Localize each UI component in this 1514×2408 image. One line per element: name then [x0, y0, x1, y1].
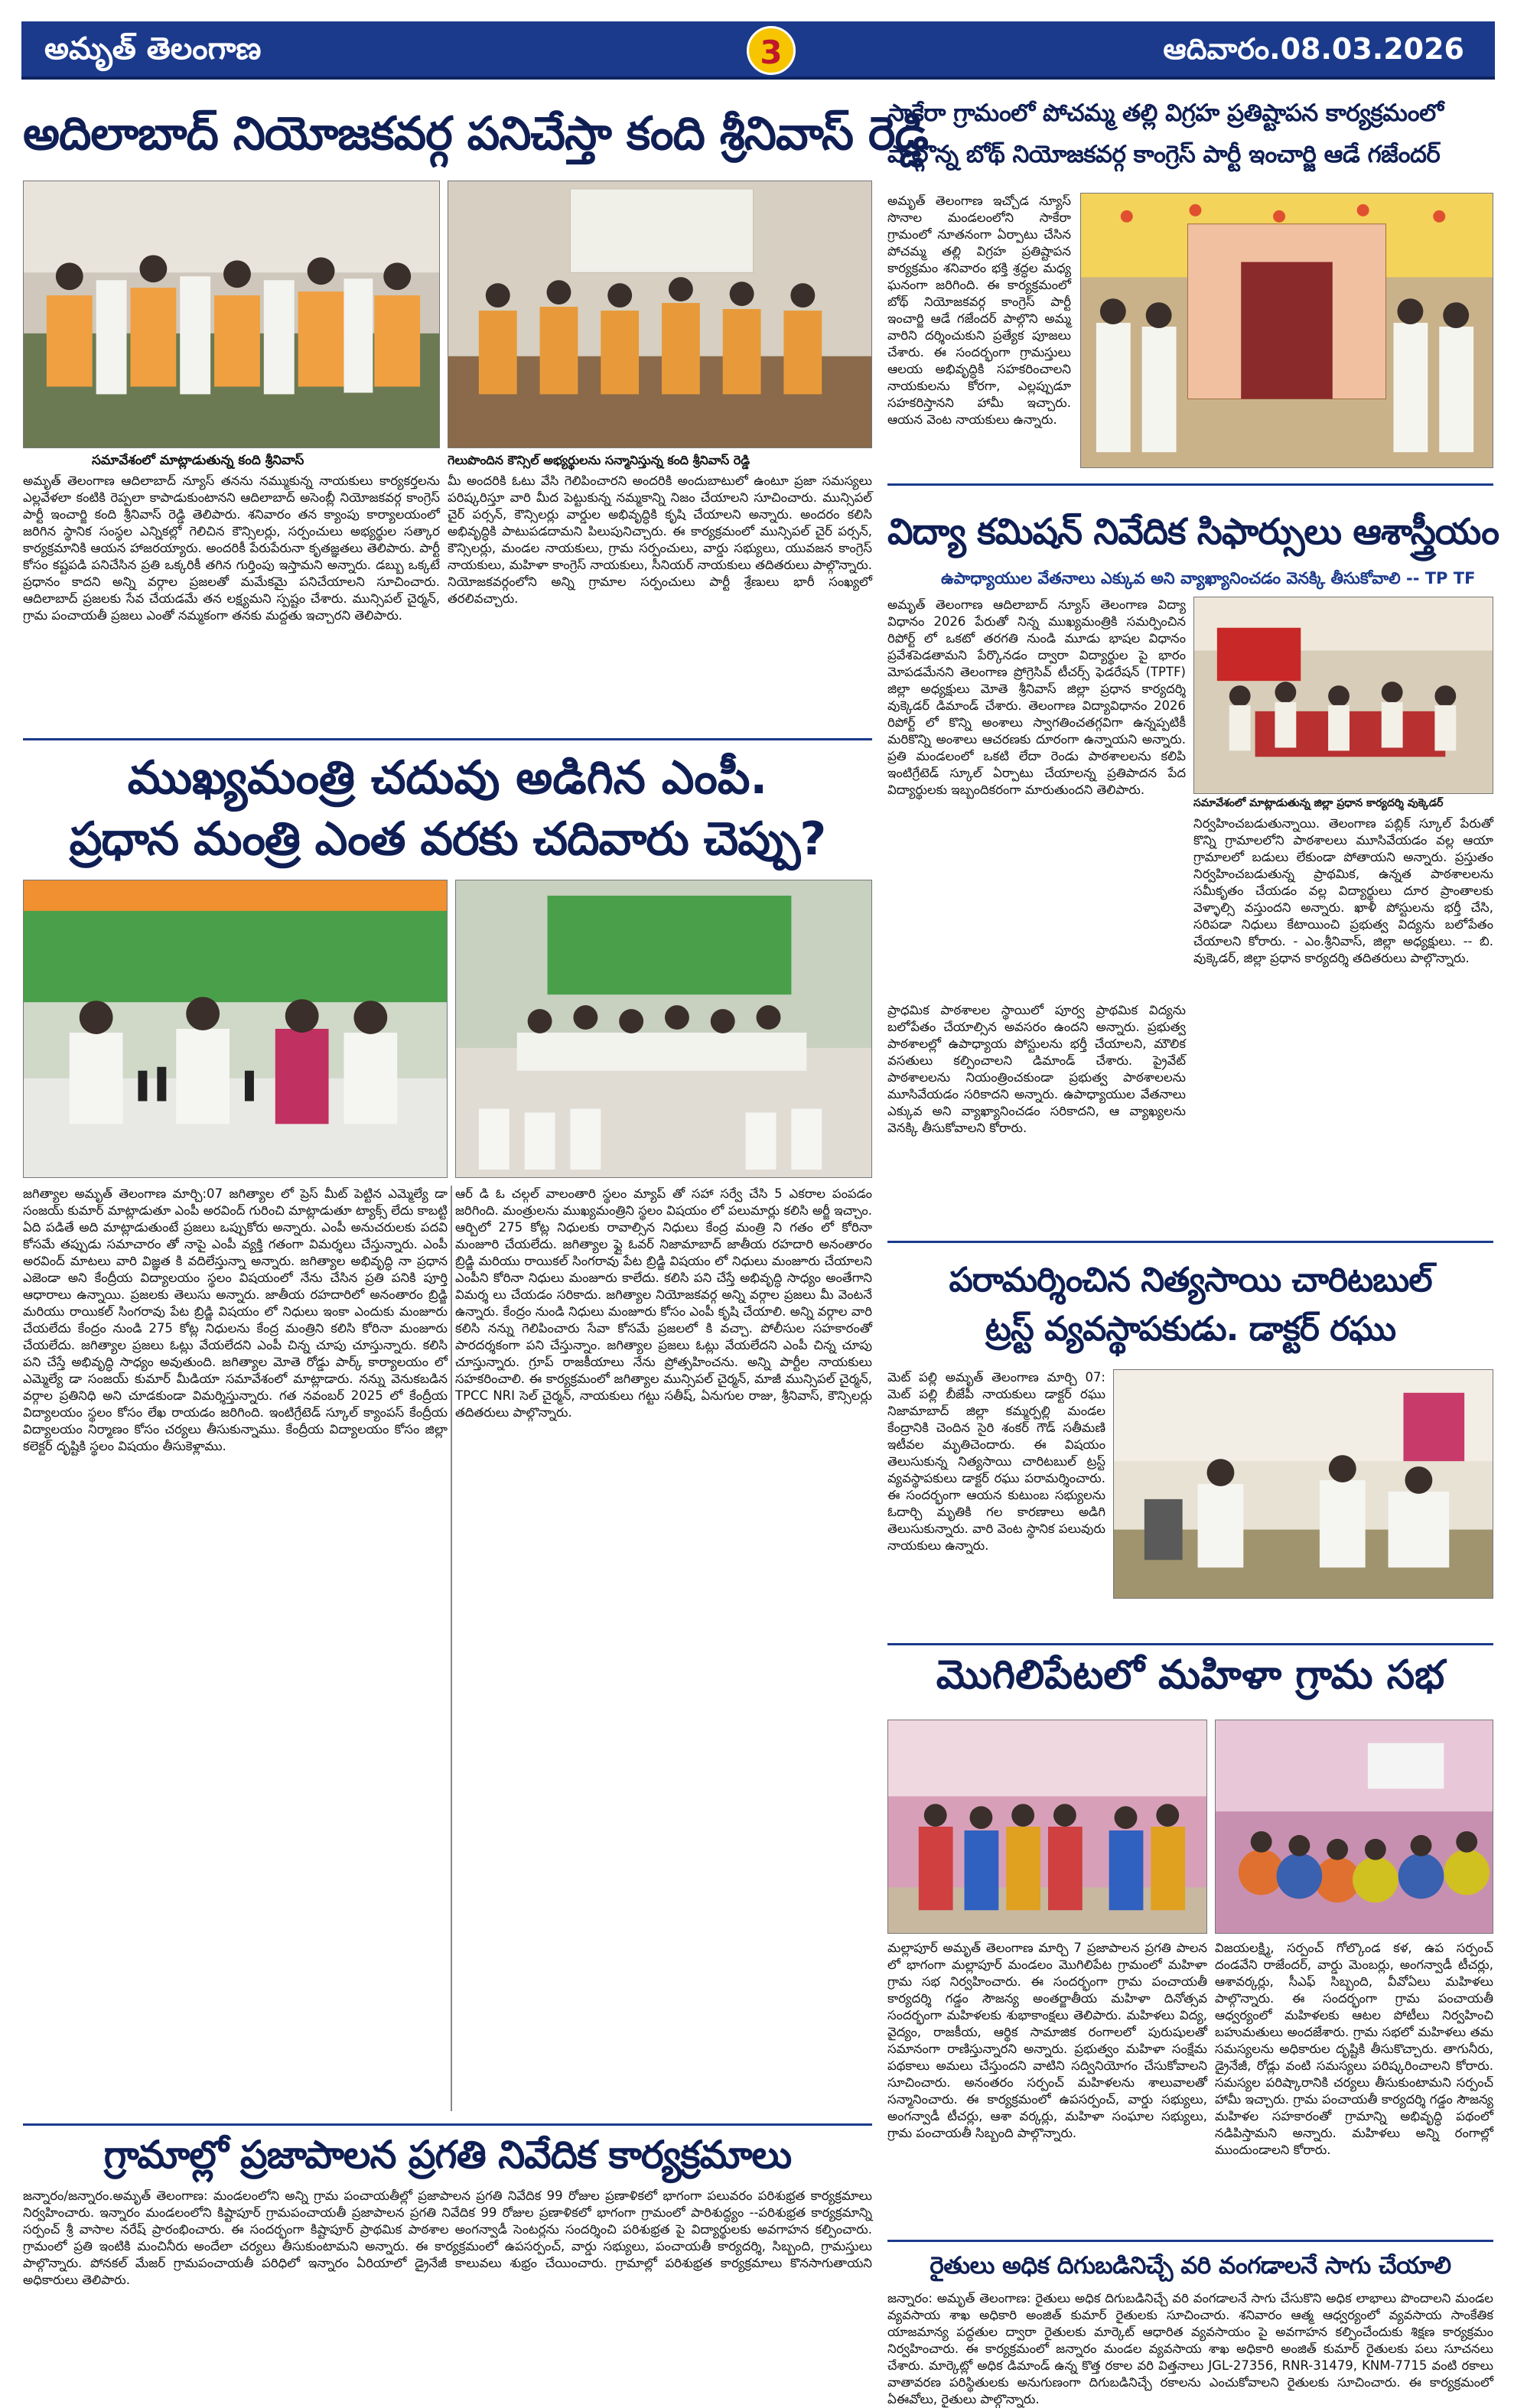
- mogilipet-body-left: మల్లాపూర్ అమృత్ తెలంగాణ మార్చి 7 ప్రజాపాలన ప్రగతి పాలన లో భాగంగా మల్లాపూర్ మండలం మొగిలిపేట గ్రామంలో మహిళా గ్రామ సభ నిర్వహించారు. ఈ సందర్భంగా గ్రామ పంచాయతీ కార్యదర్శి గడ్డం సౌజన్య అంతర్జాతీయ మహిళా దినోత్సవ సందర్భంగా మహిళలకు శుభాకాంక్షలు తెలిపారు. మహిళలు విద్య, వైద్యం, రాజకీయ, ఆర్థిక సామాజిక రంగాలలో పురుషులతో సమానంగా రాణిస్తున్నారని అన్నారు. ప్రభుత్వం మహిళా సంక్షేమ పథకాలు అమలు చేస్తుందని వాటిని సద్వినియోగం చేసుకోవాలని సూచించారు. అనంతరం సర్పంచ్ మహిళలను శాలువాలతో సన్మానించారు. ఈ కార్యక్రమంలో ఉపసర్పంచ్, వార్డు సభ్యులు, అంగన్వాడీ టీచర్లు, ఆశా వర్కర్లు, మహిళా సంఘాల సభ్యులు, గ్రామ పంచాయతీ సిబ్బంది పాల్గొన్నారు.: [887, 1941, 1207, 2140]
- vidya-body-left: ప్రాధమిక పాఠశాలల స్థాయిలో పూర్వ ప్రాథమిక విద్యను బలోపేతం చేయాల్సిన అవసరం ఉందని అన్నారు. ప్రభుత్వ పాఠశాలల్లో ఉపాధ్యాయ పోస్టులను భర్తీ చేయాలని, మౌలిక వసతులు కల్పించాలని డిమాండ్ చేశారు. ప్రైవేట్ పాఠశాలలను నియంత్రించకుండా ప్రభుత్వ పాఠశాలలను మూసివేయడం సరికాదని అన్నారు. ఉపాధ్యాయుల వేతనాలు ఎక్కువ అని వ్యాఖ్యానించడం సరికాదని, ఆ వ్యాఖ్యలను వెనక్కి తీసుకోవాలని కోరారు.: [887, 1003, 1186, 1135]
- kandi-body-left: అమృత్ తెలంగాణ ఆదిలాబాద్ న్యూస్ తనను నమ్ముకున్న నాయకులు కార్యకర్తలను ఎల్లవేళలా కంటికి రెప్పలా కాపాడుకుంటానని ఆదిలాబాద్ అసెంబ్లీ నియోజకవర్గ కాంగ్రెస్ పార్టీ ఇంచార్జి కంది శ్రీనివాస్ రెడ్డి తెలిపారు. శనివారం తన క్యాంపు కార్యాలయంలో జరిగిన స్థానిక సంస్థల ఎన్నికల్లో గెలిచిన కౌన్సిలర్లు, సర్పంచులు అభ్యర్థుల సత్కార కార్యక్రమానికి ఆయన హాజరయ్యారు. అందరికీ పేరుపేరునా కృతజ్ఞతలు తెలిపారు. పార్టీ కోసం కష్టపడి పనిచేసిన ప్రతి ఒక్కరికీ తగిన గుర్తింపు ఇస్తామని అన్నారు. డబ్బు ఒక్కటే ప్రధానం కాదని అన్ని వర్గాల ప్రజలతో మమేకమై పనిచేయాలని సూచించారు. ఆదిలాబాద్ ప్రజలకు సేవ చేయడమే తన లక్ష్యమని స్పష్టం చేశారు. మున్సిపల్ చైర్మన్, గ్రామ పంచాయతీ ప్రజలు ఎంతో నమ్మకంగా తనకు మద్దతు ఇచ్చారని తెలిపారు.: [23, 473, 440, 623]
- kandi-caption-right: గెలుపొందిన కౌన్సిల్ అభ్యర్థులను సన్మానిస్తున్న కంది శ్రీనివాస్ రెడ్డి: [448, 453, 750, 467]
- nityasai-photo-image: [1114, 1370, 1493, 1598]
- vidya-body-top: అమృత్ తెలంగాణ ఆదిలాబాద్ న్యూస్ తెలంగాణ విద్యా విధానం 2026 పేరుతో నిన్న ముఖ్యమంత్రికి సమర్పించిన రిపోర్ట్ లో ఒకటో తరగతి నుండి మూడు భాషల విధానం ప్రవేశపెడతామని పేర్కొనడం ద్వారా విద్యార్థుల పై భారం మోపడమేనని తెలంగాణ ప్రోగ్రెసివ్ టీచర్స్ ఫెడరేషన్ (TPTF) జిల్లా అధ్యక్షులు మోతె శ్రీనివాస్ జిల్లా ప్రధాన కార్యదర్శి వుక్కెడర్ డిమాండ్ చేశారు. తెలంగాణ విద్యావిధానం 2026 రిపోర్ట్ లో కొన్ని అంశాలు స్వాగతించతగ్గవిగా ఉన్నప్పటికీ మరికొన్ని అంశాలు ఆచరణకు దూరంగా ఉన్నాయని అన్నారు. ప్రతి మండలంలో ఒకటి లేదా రెండు పాఠశాలలను కలిపి ఇంటిగ్రేటెడ్ స్కూల్ ఏర్పాటు చేయాలన్న ప్రతిపాదన పేద విద్యార్థులకు ఇబ్బందికరంగా మారుతుందని తెలిపారు.: [887, 597, 1186, 797]
- divider-pochamma: [887, 483, 1493, 486]
- paper-name: అమృత్ తెలంగాణ: [44, 31, 262, 67]
- vidya-photo: [1193, 597, 1493, 794]
- mogilipet-body-right: విజయలక్ష్మి, సర్పంచ్ గోల్కొండ కళ, ఉప సర్పంచ్ దండవేని రాజేందర్, వార్డు మెంబర్లు, అంగన్వాడీ టీచర్లు, ఆశావర్కర్లు, సీఎఫ్ సిబ్బంది, వీవోఏలు మహిళలు పాల్గొన్నారు. ఈ సందర్భంగా గ్రామ పంచాయతీ ఆధ్వర్యంలో మహిళలకు ఆటల పోటీలు నిర్వహించి బహుమతులు అందజేశారు. గ్రామ సభలో మహిళలు తమ సమస్యలను అధికారుల దృష్టికి తీసుకొచ్చారు. తాగునీరు, డ్రైనేజీ, రోడ్లు వంటి సమస్యలు పరిష్కరించాలని కోరారు. సమస్యల పరిష్కారానికి చర్యలు తీసుకుంటామని సర్పంచ్ హామీ ఇచ్చారు. గ్రామ పంచాయతీ కార్యదర్శి గడ్డం సౌజన్య మహిళల సహకారంతో గ్రామాన్ని అభివృద్ధి పథంలో నడిపిస్తామని అన్నారు. మహిళలు అన్ని రంగాల్లో ముందుండాలని కోరారు.: [1215, 1941, 1493, 2157]
- divider-kandi: [23, 738, 872, 740]
- gramalu-body: జన్నారం/జన్నారం.అమృత్ తెలంగాణ: మండలంలోని అన్ని గ్రామ పంచాయతీల్లో ప్రజాపాలన ప్రగతి నివేదిక 99 రోజుల ప్రణాళికలో భాగంగా పలువరం పరిశుభ్రత కార్యక్రమాలు నిర్వహించారు. ఇన్నారం మండలంలోని కిష్టాపూర్ గ్రామపంచాయతీ ప్రజాపాలన ప్రగతి నివేదిక 99 రోజుల ప్రణాళికలో భాగంగా గ్రామంలో పారిశుద్ధ్యం --పరిశుభ్రత కార్యక్రమాన్ని సర్పంచ్ శ్రీ వాసాల నరేష్ ప్రారంభించారు. ఈ సందర్భంగా కిష్టాపూర్ ప్రాథమిక పాఠశాల అంగన్వాడీ సెంటర్లను సందర్శించి పరిశుభ్రత పై విద్యార్థులకు అవగాహన కల్పించారు. గ్రామంలో ప్రతి ఇంటికి మంచినీరు అందేలా చర్యలు తీసుకుంటామని అన్నారు. ఈ కార్యక్రమంలో ఉపసర్పంచ్, వార్డు సభ్యులు, పంచాయతీ కార్యదర్శి, సిబ్బంది, గ్రామస్తులు పాల్గొన్నారు. పోనకల్ మేజర్ గ్రామపంచాయతీ పరిధిలో ఇన్నారం ఏరియాలో డ్రైనేజీ కాలువలు శుభ్రం చేయించారు. గ్రామాల్లో పరిశుభ్రత కార్యక్రమాలు కొనసాగుతాయని అధికారులు తెలిపారు.: [23, 2188, 872, 2287]
- pochamma-headline-line1: సాకేరా గ్రామంలో పోచమ్మ తల్లి విగ్రహ ప్రతిష్టాపన కార్యక్రమంలో: [887, 99, 1444, 127]
- kandi-photo-left: [23, 181, 440, 448]
- vidya-photo-image: [1194, 597, 1493, 793]
- kandi-caption-left: సమావేశంలో మాట్లాడుతున్న కంది శ్రీనివాస్: [92, 453, 304, 468]
- cm-mp-headline-line1: ముఖ్యమంత్రి చదువు అడిగిన ఎంపీ.: [127, 751, 768, 805]
- masthead-bar: [21, 21, 1495, 80]
- page-number-badge: 3: [747, 26, 796, 75]
- pochamma-photo-image: [1081, 194, 1493, 467]
- raitulu-headline: రైతులు అధిక దిగుబడినిచ్చే వరి వంగడాలనే సాగు చేయాలి: [930, 2252, 1451, 2279]
- issue-date: ఆదివారం.08.03.2026: [1163, 32, 1464, 66]
- mogilipet-photo-right-image: [1216, 1720, 1493, 1933]
- vidya-headline: విద్యా కమిషన్ నివేదిక సిఫార్సులు ఆశాస్త్రీయం: [887, 511, 1499, 553]
- vidya-subheadline: ఉపాధ్యాయుల వేతనాలు ఎక్కువ అని వ్యాఖ్యానించడం వెనక్కి తీసుకోవాలి -- TP TF: [941, 569, 1476, 587]
- kandi-photo-right-image: [448, 181, 871, 447]
- divider-vidya: [887, 1241, 1493, 1243]
- divider-mogilipet: [887, 2240, 1493, 2242]
- cm-mp-photo-left-image: [24, 880, 447, 1177]
- kandi-body-right: మీ అందరికి ఓటు వేసి గెలిపించారని అందరికి అందుబాటులో ఉంటూ ప్రజా సమస్యలు పరిష్కరిస్తూ వారి మీద పెట్టుకున్న నమ్మకాన్ని నిజం చేయాలని సూచించారు. మున్సిపల్ చైర్ పర్సన్, కౌన్సిలర్లు వార్డుల అభివృద్ధికి కృషి చేయాలని అన్నారు. అందరం కలిసి అభివృద్ధికి పాటుపడదామని పిలుపునిచ్చారు. ఈ కార్యక్రమంలో మున్సిపల్ చైర్ పర్సన్, కౌన్సిలర్లు, మండల నాయకులు, గ్రామ సర్పంచులు, వార్డు సభ్యులు, యువజన కాంగ్రెస్ నాయకులు, మహిళా కాంగ్రెస్ నాయకులు, సీనియర్ నాయకులు తదితరులు పాల్గొన్నారు. నియోజకవర్గంలోని అన్ని గ్రామాల సర్పంచులు పార్టీ శ్రేణులు భారీ సంఖ్యలో తరలివచ్చారు.: [448, 473, 872, 606]
- cm-mp-photo-right: [455, 880, 872, 1178]
- nityasai-headline-line1: పరామర్శించిన నిత్యసాయి చారిటబుల్: [949, 1261, 1432, 1300]
- pochamma-headline-line2: పాల్గొన్న బోథ్ నియోజకవర్గ కాంగ్రెస్ పార్టీ ఇంచార్జి ఆడే గజేందర్: [887, 141, 1441, 168]
- mogilipet-photo-left-image: [888, 1720, 1206, 1933]
- cm-mp-photo-left: [23, 880, 448, 1178]
- raitulu-body: జన్నారం: అమృత్ తెలంగాణ: రైతులు అధిక దిగుబడినిచ్చే వరి వంగడాలనే సాగు చేసుకొని అధిక లాభాలు పొందాలని మండల వ్యవసాయ శాఖ అధికారి అంజిత్ కుమార్ రైతులకు సూచించారు. శనివారం ఆత్మ ఆధ్వర్యంలో వ్యవసాయ సాంకేతిక యాజమాన్య పద్ధతుల ద్వారా రైతులకు మార్కెట్ ఆధారిత వ్యవసాయం పై అవగాహన కల్పించేందుకు శిక్షణ కార్యక్రమం నిర్వహించారు. ఈ కార్యక్రమంలో జన్నారం మండల వ్యవసాయ శాఖ అధికారి అంజిత్ కుమార్ రైతులకు పలు సూచనలు చేశారు. మార్కెట్లో అధిక డిమాండ్ ఉన్న కొత్త రకాల వరి విత్తనాలు JGL-27356, RNR-31479, KNM-7715 వంటి రకాలు వాతావరణ పరిస్థితులకు అనుగుణంగా దిగుబడినిచ్చే రకాలను ఎంచుకోవాలని రైతులకు సూచించారు. ఈ కార్యక్రమంలో ఏఈవోలు, రైతులు పాల్గొన్నారు.: [887, 2291, 1493, 2406]
- vidya-caption: సమావేశంలో మాట్లాడుతున్న జిల్లా ప్రధాన కార్యదర్శి వుక్కెడర్: [1193, 797, 1444, 809]
- mogilipet-photo-right: [1215, 1720, 1493, 1934]
- gramalu-headline: గ్రామాల్లో ప్రజాపాలన ప్రగతి నివేదిక కార్యక్రమాలు: [103, 2133, 792, 2177]
- mogilipet-photo-left: [887, 1720, 1207, 1934]
- divider-cm-mp-columns: [451, 1186, 452, 2111]
- divider-cm-mp: [23, 2123, 872, 2126]
- cm-mp-body-left: జగిత్యాల అమృత్ తెలంగాణ మార్చి:07 జగిత్యాల లో ప్రెస్ మీట్ పెట్టిన ఎమ్మెల్యే డా సంజయ్ కుమార్ మాట్లాడుతూ ఎంపీ అరవింద్ గురించి మాట్లాడుతూ ట్యాక్స్ లేదు కాబట్టి ఏది పడితే అది మాట్లాడుతుంటే ప్రజలు ఒప్పుకోరు అన్నారు. ఎంపీ అనుచరులకు పదవి కోసమే తప్పుడు సమాచారం తో నాపై ఎంపీ వ్యక్తి గతంగా విమర్శలు చేస్తున్నారు. ఎంపీ అరవింద్ మాటలు వారి విజ్ఞత కి వదిలేస్తున్నా అన్నారు. జగిత్యాల అభివృద్ధి నా ప్రధాన ఎజెండా అని కేంద్రీయ విద్యాలయం స్థలం విషయంలో నేను చేసిన ప్రతి పనికి పూర్తి ఆధారాలు ఉన్నాయి. ప్రజలకు తెలుసు అన్నారు. జాతీయ రహదారిలో అనంతారం బ్రిడ్జి మరియు రాయికల్ సింగరావు పేట బ్రిడ్జి విషయం లో నిధులు ఇంకా ఎందుకు మంజూరు చేయలేదు కేంద్రం నుండి 275 కోట్ల నిధులను కేంద్ర మంత్రిని కలిసి కోరినా మంజూరు చేయలేదు. జగిత్యాల ప్రజలు ఓట్లు వేయలేదని ఎంపీ చిన్న చూపు చూస్తున్నారు. కలిసి పని చేస్తే అభివృద్ధి సాధ్యం అవుతుంది. జగిత్యాల మోతె రోడ్డు పార్క్ కార్యాలయం లో ఎమ్మెల్యే డా సంజయ్ కుమార్ మీడియా సమావేశంలో మాట్లాడారు. నన్ను వెనుకబడిన వర్గాల ప్రతినిధి అని చూడకుండా విమర్శిస్తున్నారు. గత నవంబర్ 2025 లో కేంద్రీయ విద్యాలయం స్థలం కోసం లేఖ రాయడం జరిగింది. ఇంటిగ్రేటెడ్ స్కూల్ క్యాంపస్ కేంద్రీయ విద్యాలయం నిర్మాణం కోసం చర్యలు తీసుకున్నాము. కేంద్రీయ విద్యాలయం కోసం జిల్లా కలెక్టర్ దృష్టికి స్థలం విషయం తీసుకెళ్లాము.: [23, 1186, 448, 1453]
- pochamma-body: అమృత్ తెలంగాణ ఇచ్చోడ న్యూస్ సొనాల మండలంలోని సాకేరా గ్రామంలో నూతనంగా ఏర్పాటు చేసిన పోచమ్మ తల్లి విగ్రహ ప్రతిష్టాపన కార్యక్రమం శనివారం భక్తి శ్రద్ధల మధ్య ఘనంగా జరిగింది. ఈ కార్యక్రమంలో బోథ్ నియోజకవర్గ కాంగ్రెస్ పార్టీ ఇంచార్జి ఆడే గజేందర్ పాల్గొని అమ్మ వారిని దర్శించుకుని ప్రత్యేక పూజలు చేశారు. ఈ సందర్భంగా గ్రామస్తులు ఆలయ అభివృద్ధికి సహకరించాలని నాయకులను కోరగా, ఎల్లప్పుడూ సహకరిస్తానని హామీ ఇచ్చారు. ఆయన వెంట నాయకులు ఉన్నారు.: [887, 194, 1071, 427]
- nityasai-body: మెట్ పల్లి అమృత్ తెలంగాణ మార్చి 07: మెట్ పల్లి బీజేపీ నాయకులు డాక్టర్ రఘు నిజామాబాద్ జిల్లా కమ్మర్పల్లి మండల కేంద్రానికి చెందిన సైరి శంకర్ గౌడ్ సతీమణి ఇటీవల మృతిచెందారు. ఈ విషయం తెలుసుకున్న నిత్యసాయి చారిటబుల్ ట్రస్ట్ వ్యవస్థాపకులు డాక్టర్ రఘు పరామర్శించారు. ఈ సందర్భంగా ఆయన కుటుంబ సభ్యులను ఓదార్చి మృతికి గల కారణాలు అడిగి తెలుసుకున్నారు. వారి వెంట స్థానిక పలువురు నాయకులు ఉన్నారు.: [887, 1370, 1105, 1553]
- nityasai-photo: [1113, 1369, 1493, 1599]
- divider-nityasai: [887, 1643, 1493, 1645]
- nityasai-headline-line2: ట్రస్ట్ వ్యవస్థాపకుడు. డాక్టర్ రఘు: [985, 1310, 1396, 1349]
- mogilipet-headline: మొగిలిపేటలో మహిళా గ్రామ సభ: [936, 1652, 1445, 1698]
- kandi-photo-right: [448, 181, 872, 448]
- cm-mp-body-right: ఆర్ డి ఓ చల్గల్ వాలంతారి స్థలం మ్యాప్ తో సహా సర్వే చేసి 5 ఎకరాల పంపడం జరిగింది. మంత్రులను ముఖ్యమంత్రిని స్థలం విషయం లో పలుమార్లు కలిసి అర్జీ ఇచ్చాం. ఆర్బిలో 275 కోట్ల నిధులకు రావాల్సిన నిధులు కేంద్ర మంత్రి ని గతం లో కోరినా మంజూరి చేయలేదు. జగిత్యాల ఫ్లై ఓవర్ నిజామాబాద్ జాతీయ రహదారి అనంతారం బ్రిడ్జి మరియు రాయికల్ సింగరావు పేట బ్రిడ్జి విషయం లో నిధులు మంజూరు చేయాలని ఎంపీని కోరినా నిధులు మంజూరు కాలేదు. కలిసి పని చేస్తే అభివృద్ధి సాధ్యం అంతేగాని విమర్శ లు చేయడం సరికాదు. జగిత్యాల నియోజకవర్గ అన్ని వర్గాల ప్రజలు మీ వెంటనే ఉన్నారు. కేంద్రం నుండి నిధులు మంజూరు కోసం ఎంపీ కృషి చేయాలి. అన్ని వర్గాల వారి కలిసి నన్ను గెలిపించారు సేవా కోసమే ప్రజలలో కి వచ్చా. పోలీసుల సహకారంతో పారదర్శకంగా పని చేస్తున్నాం. జగిత్యాల ప్రజలు ఓట్లు వేయలేదని ఎంపీ చిన్న చూపు చూస్తున్నారు. గ్రూప్ రాజకీయాలు నేను ప్రోత్సహించను. అన్ని పార్టీల నాయకులు సహకరించాలి. ఈ కార్యక్రమంలో జగిత్యాల మున్సిపల్ చైర్మన్, మాజీ మున్సిపల్ చైర్మన్, TPCC NRI సెల్ చైర్మన్, నాయకులు గట్టు సతీష్, ఏనుగుల రాజు, శ్రీనివాస్, కౌన్సిలర్లు తదితరులు పాల్గొన్నారు.: [455, 1186, 872, 1420]
- kandi-headline: అదిలాబాద్ నియోజకవర్గ పనిచేస్తా కంది శ్రీనివాస్ రెడ్డి: [23, 107, 928, 161]
- cm-mp-photo-right-image: [456, 880, 871, 1177]
- kandi-photo-left-image: [24, 181, 439, 447]
- pochamma-photo: [1080, 193, 1493, 468]
- cm-mp-headline-line2: ప్రధాన మంత్రి ఎంత వరకు చదివారు చెప్పు?: [69, 812, 826, 866]
- vidya-body-right: నిర్వహించబడుతున్నాయి. తెలంగాణ పబ్లిక్ స్కూల్ పేరుతో కొన్ని గ్రామాలలోని పాఠశాలలు మూసివేయడం వల్ల ఆయా గ్రామాలలో బడులు లేకుండా పోతాయని అన్నారు. ప్రస్తుతం నిర్వహించబడుతున్న ప్రాథమిక, ఉన్నత పాఠశాలలను సమీకృతం చేయడం వల్ల విద్యార్థులు దూర ప్రాంతాలకు వెళ్ళాల్సి వస్తుందని అన్నారు. ఖాళీ పోస్టులను భర్తీ చేసి, సరిపడా నిధులు కేటాయించి ప్రభుత్వ విద్యను బలోపేతం చేయాలని కోరారు. - ఎం.శ్రీనివాస్, జిల్లా అధ్యక్షులు. -- బి. వుక్కెడర్, జిల్లా ప్రధాన కార్యదర్శి తదితరులు పాల్గొన్నారు.: [1193, 816, 1493, 965]
